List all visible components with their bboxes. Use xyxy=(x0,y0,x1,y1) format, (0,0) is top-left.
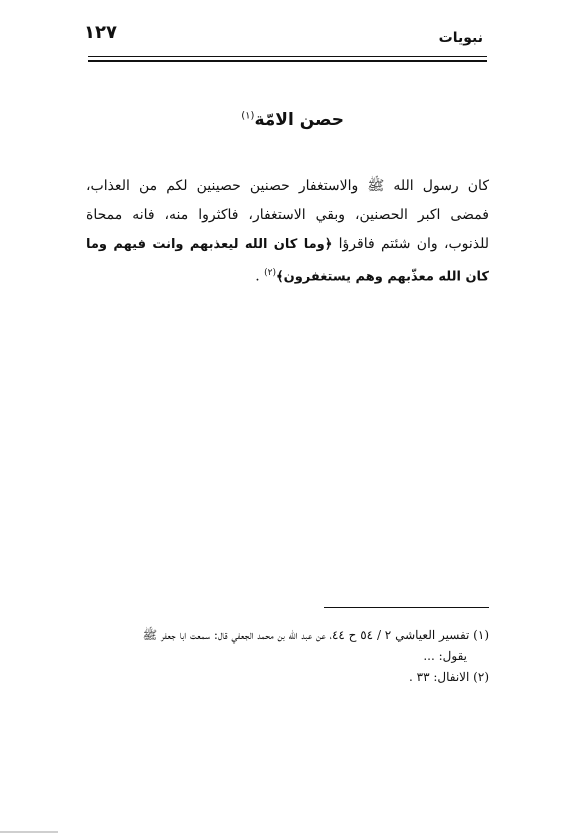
footnotes xyxy=(86,625,489,688)
section-title xyxy=(88,110,344,130)
body-line-1: كان رسول الله ﷺ والاستغفار حصنين حصينين لكم من العذاب، فمضى xyxy=(86,178,489,223)
quran-verse: ﴿وما كان الله ليعذبهم وانت فيهم وما كان الله معذّبهم وهم يستغفرون﴾ xyxy=(86,237,489,285)
header-rule-thick xyxy=(88,60,487,62)
verse-footnote-ref: (٢) xyxy=(264,268,276,278)
body-paragraph xyxy=(86,172,489,292)
header-rule-thin xyxy=(88,56,487,57)
body-line-3-prefix: فاقرؤا xyxy=(338,236,375,252)
page-number: ١٢٧ xyxy=(84,22,117,43)
footnote-separator xyxy=(324,607,489,608)
body-line-2: اكبر الحصنين، وبقي الاستغفار، فاكثروا منه، فانه ممحاة للذنوب، وان شئتم xyxy=(86,207,490,252)
footnote-1-continuation: يقول: ... xyxy=(423,649,467,663)
footnote-1: (١) تفسير العياشي ٢ / ٥٤ ح ٤٤، عن عبد الله بن محمد الجعفي قال: سمعت ابا جعفر ﷺ xyxy=(142,628,489,642)
footnote-2: (٢) الانفال: ٣٣ . xyxy=(409,670,489,684)
section-title-text: حصن الامّة xyxy=(254,110,344,130)
body-line-3-suffix: . xyxy=(255,268,260,285)
section-title-footnote-ref: (١) xyxy=(241,110,255,122)
running-header: نبويات xyxy=(438,30,483,46)
